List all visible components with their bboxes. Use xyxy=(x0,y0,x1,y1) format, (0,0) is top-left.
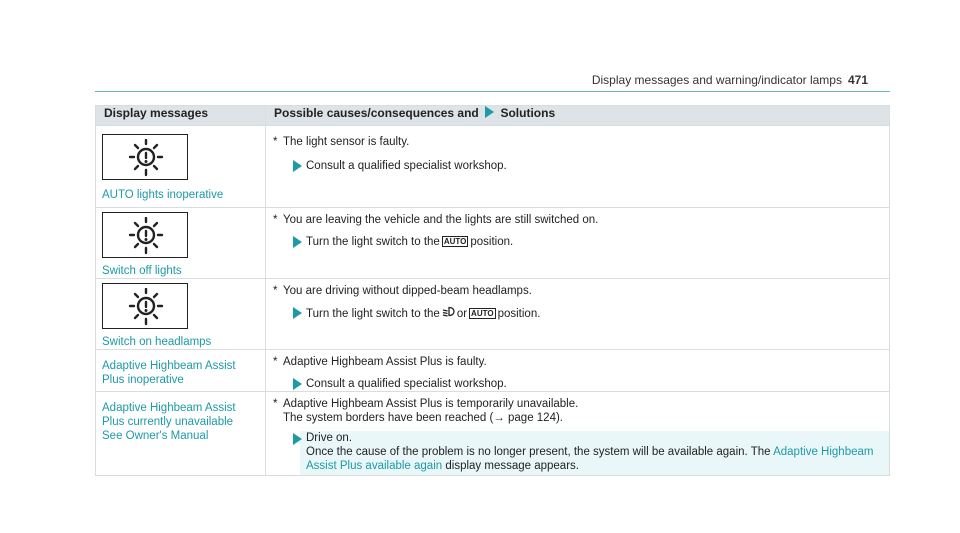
solution-cell xyxy=(266,279,890,350)
triangle-bullet-icon xyxy=(293,236,302,248)
message-cell xyxy=(96,392,266,476)
message-label: Switch off lights xyxy=(102,265,182,277)
message-label: Adaptive Highbeam Assist Plus currently unavailable See Owner's Manual xyxy=(102,402,236,442)
message-label: Adaptive Highbeam Assist Plus inoperative xyxy=(102,360,236,386)
solution-step: Turn the light switch to the AUTO position. xyxy=(266,235,889,249)
cause-text: * Adaptive Highbeam Assist Plus is temporarily unavailable. The system borders have been reached (→ page 124). xyxy=(273,398,579,424)
solution-step: Consult a qualified specialist workshop. xyxy=(266,159,889,173)
page-number: 471 xyxy=(847,73,868,87)
table-header-row xyxy=(96,106,890,126)
message-cell xyxy=(96,350,266,392)
display-messages-table xyxy=(95,105,890,476)
solution-cell xyxy=(266,350,890,392)
table-row xyxy=(96,392,890,476)
message-label: Switch on headlamps xyxy=(102,336,212,348)
solution-cell xyxy=(266,208,890,279)
solution-step: Consult a qualified specialist workshop. xyxy=(266,377,889,391)
table-row xyxy=(96,208,890,279)
cause-text: * You are driving without dipped-beam headlamps. xyxy=(273,285,532,297)
header-divider xyxy=(95,91,890,92)
solution-detail-block: Drive on. Once the cause of the problem is no longer present, the system will be available again. The Adaptive Highbeam Assist Plus available again display message appears. xyxy=(300,431,889,475)
message-cell xyxy=(96,208,266,279)
auto-light-icon: AUTO xyxy=(471,309,494,318)
solution-step: Turn the light switch to the or AUTO position. xyxy=(266,306,889,321)
solution-step xyxy=(266,431,889,475)
display-message-reference: Adaptive Highbeam Assist Plus available again xyxy=(306,446,874,472)
exterior-lighting-fault-icon xyxy=(102,283,188,329)
triangle-bullet-icon xyxy=(293,433,302,445)
message-cell xyxy=(96,279,266,350)
table-row xyxy=(96,126,890,208)
solution-cell xyxy=(266,392,890,476)
column-heading-messages: Display messages xyxy=(96,106,266,126)
cause-text: * The light sensor is faulty. xyxy=(273,136,410,148)
table-row xyxy=(96,279,890,350)
exterior-lighting-fault-icon xyxy=(102,212,188,258)
header-title: Display messages and warning/indicator lamps xyxy=(591,73,842,87)
auto-light-icon: AUTO xyxy=(443,237,467,246)
table-row xyxy=(96,350,890,392)
cause-text: * You are leaving the vehicle and the lights are still switched on. xyxy=(273,214,599,226)
message-label: AUTO lights inoperative xyxy=(102,189,224,201)
dipped-beam-icon xyxy=(442,306,455,321)
triangle-bullet-icon xyxy=(293,307,302,319)
exterior-lighting-fault-icon xyxy=(102,134,188,180)
column-heading-solutions: Possible causes/consequences and Solutions xyxy=(266,106,890,126)
triangle-bullet-icon xyxy=(293,160,302,172)
triangle-bullet-icon xyxy=(293,378,302,390)
running-header xyxy=(592,73,868,87)
message-cell xyxy=(96,126,266,208)
cause-text: * Adaptive Highbeam Assist Plus is faulty. xyxy=(273,356,487,368)
solution-cell xyxy=(266,126,890,208)
triangle-bullet-icon xyxy=(485,106,494,118)
